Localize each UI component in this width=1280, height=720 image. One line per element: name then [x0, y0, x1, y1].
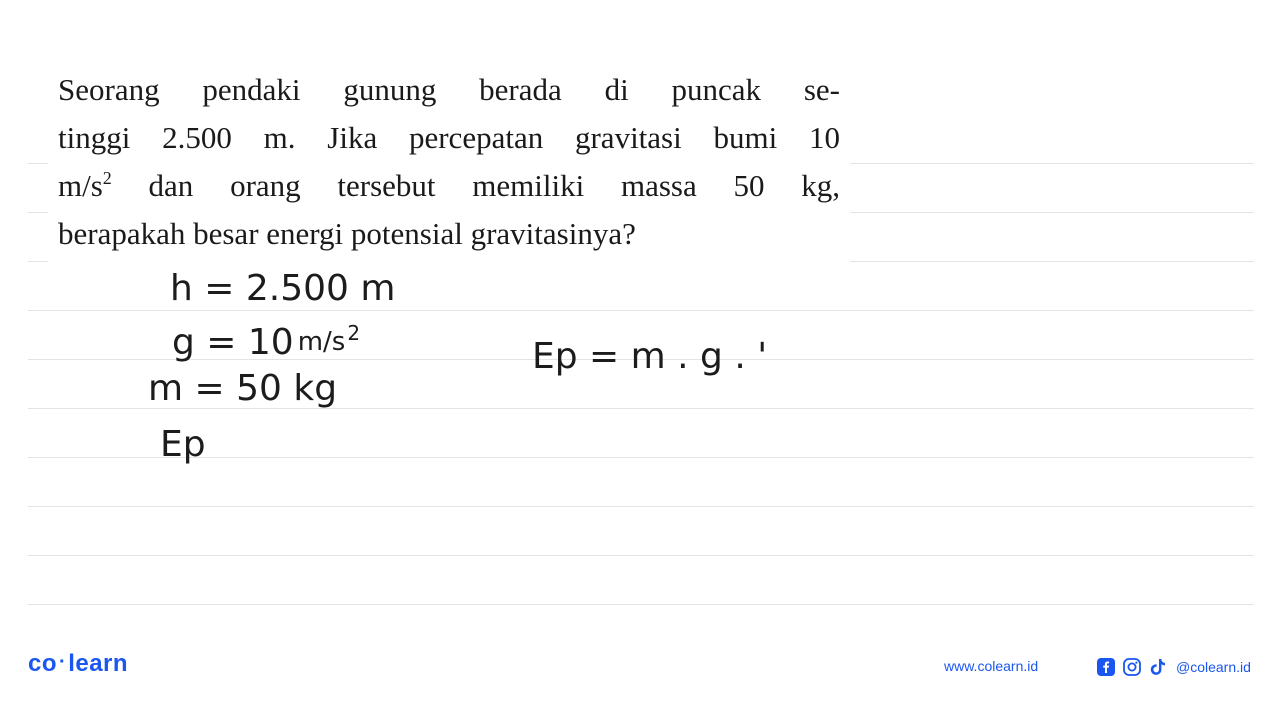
- question-text-rest: dan orang tersebut memiliki massa 50 kg,: [111, 168, 840, 203]
- question-line: berapakah besar energi potensial gravitasinya?: [58, 216, 636, 251]
- gravity-exponent: 2: [347, 321, 361, 345]
- superscript: 2: [102, 168, 112, 188]
- logo-co: co: [28, 650, 58, 677]
- website-link[interactable]: www.colearn.id: [944, 658, 1039, 674]
- instagram-icon[interactable]: [1122, 657, 1142, 677]
- logo-dot: ·: [59, 651, 67, 673]
- unknown-ep: Ep: [160, 424, 206, 465]
- social-handle[interactable]: @colearn.id: [1176, 659, 1251, 675]
- colearn-logo: [28, 650, 128, 678]
- ep-formula: Ep = m . g . ': [532, 336, 768, 377]
- given-gravity-text: g = 10: [172, 322, 294, 363]
- question-line: tinggi 2.500 m. Jika percepatan gravitasi bumi 10: [58, 120, 840, 155]
- social-links: [1096, 656, 1251, 678]
- logo-learn: learn: [68, 650, 129, 677]
- given-gravity: [172, 321, 360, 363]
- question-line: Seorang pendaki gunung berada di puncak se-: [58, 72, 840, 107]
- given-mass: m = 50 kg: [148, 368, 338, 409]
- unit-text: m/s: [58, 168, 103, 203]
- tiktok-icon[interactable]: [1148, 657, 1168, 677]
- gravity-unit: m/s: [297, 327, 346, 357]
- facebook-icon[interactable]: [1096, 657, 1116, 677]
- given-height: h = 2.500 m: [170, 268, 396, 309]
